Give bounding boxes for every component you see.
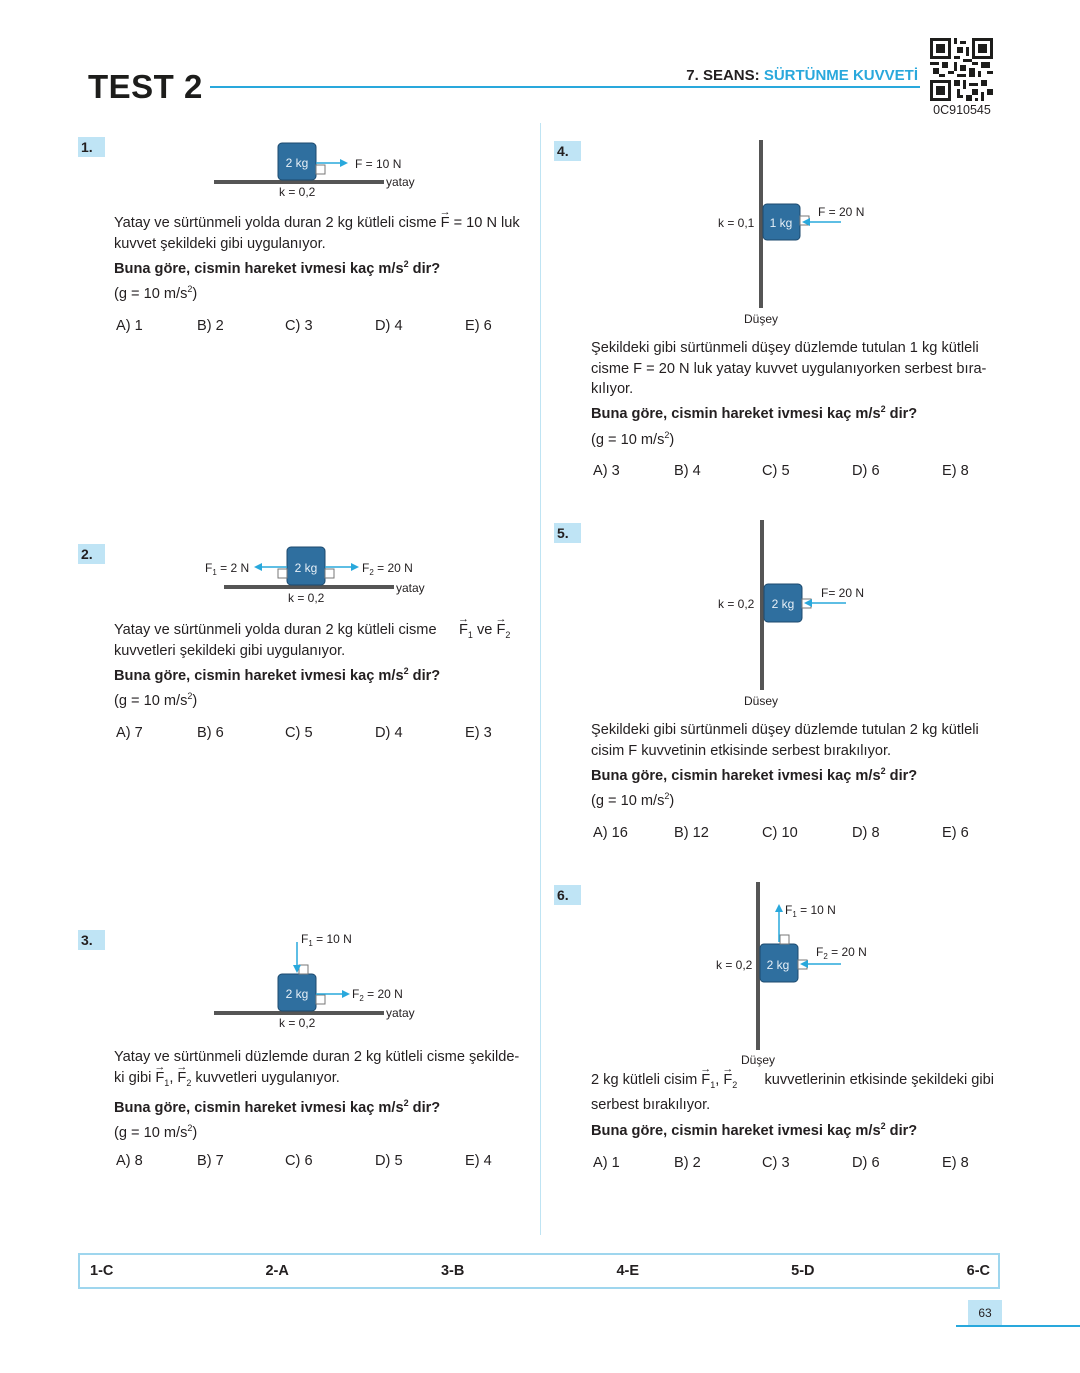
option-e[interactable]: E) 6 (465, 318, 492, 334)
option-a[interactable]: A) 1 (116, 318, 143, 334)
question-text: Şekildeki gibi sürtünmeli düşey düzlemde tutulan 1 kg kütleli cisme F = 20 N luk yatay kuvvet uygulanıyorken serbest bıra- kılıyor. Buna göre, cismin hareket ivmesi kaç $m/s^2$ dir? (g = 10 $m/s^2$) (591, 340, 987, 448)
answer-options (593, 463, 969, 479)
question-text: Yatay ve sürtünmeli yolda duran 2 kg kütleli cisme → $F_1$ ve → $F_2$ kuvvetleri şekildeki gibi uygulanıyor. Buna göre, cismin hareket ivmesi kaç $m/s^2$ dir? (g = 10 $m/s^2$) (114, 620, 524, 712)
figure-vertical-wall (710, 138, 890, 330)
option-a[interactable]: A) 3 (593, 463, 620, 479)
question-text: Yatay ve sürtünmeli düzlemde duran 2 kg kütleli cisme şekilde- ki gibi → $F_1$, → $F_2$ kuvvetleri uygulanıyor. Buna göre, cismin hareket ivmesi kaç $m/s^2$ dir? (g = 10 $m/s^2$) (114, 1047, 524, 1144)
session-topic: SÜRTÜNME KUVVETİ (763, 67, 918, 84)
friction-coefficient: k = 0,1 (718, 216, 755, 230)
force-label: F= 20 N (821, 586, 865, 600)
force-1-label: $F_1 = 10$ N (785, 903, 836, 919)
answer-key-item: 6-C (966, 1263, 990, 1279)
block-mass: 2 kg (766, 958, 790, 972)
answer-options (116, 318, 492, 334)
friction-coefficient: k = 0,2 (279, 1016, 316, 1030)
answer-options (593, 1155, 969, 1171)
question-number: 1. (78, 137, 105, 157)
option-e[interactable]: E) 8 (942, 1155, 969, 1171)
force-label: F = 10 N (355, 157, 402, 171)
friction-coefficient: k = 0,2 (716, 958, 753, 972)
option-b[interactable]: B) 12 (674, 825, 709, 841)
option-c[interactable]: C) 3 (285, 318, 313, 334)
option-c[interactable]: C) 10 (762, 825, 798, 841)
option-d[interactable]: D) 6 (852, 1155, 880, 1171)
option-e[interactable]: E) 3 (465, 725, 492, 741)
question-text: Yatay ve sürtünmeli yolda duran 2 kg kütleli cisme → F = 10 N luk kuvvet şekildeki gibi uygulanıyor. Buna göre, cismin hareket ivmesi kaç $m/s^2$ dir? (g = 10 $m/s^2$) (114, 213, 524, 305)
block-mass: 2 kg (285, 987, 309, 1001)
option-d[interactable]: D) 6 (852, 463, 880, 479)
option-a[interactable]: A) 8 (116, 1153, 143, 1169)
block-mass: 2 kg (294, 561, 318, 575)
option-d[interactable]: D) 4 (375, 725, 403, 741)
friction-coefficient: k = 0,2 (288, 591, 325, 605)
answer-key (78, 1253, 1000, 1289)
force-1-label: $F_1 = 2$ N (205, 561, 250, 577)
surface-label: Düşey (744, 312, 779, 326)
friction-coefficient: k = 0,2 (718, 597, 755, 611)
option-d[interactable]: D) 5 (375, 1153, 403, 1169)
figure-vertical-wall (710, 518, 890, 712)
option-e[interactable]: E) 4 (465, 1153, 492, 1169)
question-text: Şekildeki gibi sürtünmeli düşey düzlemde tutulan 2 kg kütleli cisim F kuvvetinin etkisinde serbest bırakılıyor. Buna göre, cismin hareket ivmesi kaç $m/s^2$ dir? (g = 10 $m/s^2$) (591, 722, 979, 810)
option-b[interactable]: B) 7 (197, 1153, 224, 1169)
option-b[interactable]: B) 2 (674, 1155, 701, 1171)
option-a[interactable]: A) 16 (593, 825, 628, 841)
answer-key-item: 4-E (616, 1263, 640, 1279)
surface-label: Düsey (744, 694, 779, 708)
option-d[interactable]: D) 4 (375, 318, 403, 334)
header-rule (210, 86, 920, 88)
session-label: 7. SEANS: (686, 67, 760, 84)
force-2-label: $F_2 = 20$ N (362, 561, 413, 577)
answer-key-item: 1-C (90, 1263, 114, 1279)
answer-key-item: 5-D (791, 1263, 815, 1279)
test-title: TEST 2 (88, 68, 203, 105)
option-d[interactable]: D) 8 (852, 825, 880, 841)
qr-code-text: 0C910545 (933, 103, 991, 117)
answer-key-item: 2-A (265, 1263, 289, 1279)
option-b[interactable]: B) 6 (197, 725, 224, 741)
surface-label: yatay (386, 1006, 415, 1020)
friction-coefficient: k = 0,2 (279, 185, 316, 199)
answer-options (116, 725, 492, 741)
figure-vertical-wall (710, 880, 890, 1072)
option-c[interactable]: C) 3 (762, 1155, 790, 1171)
qr-code-icon[interactable] (930, 38, 993, 101)
option-e[interactable]: E) 6 (942, 825, 969, 841)
option-b[interactable]: B) 2 (197, 318, 224, 334)
session-title (686, 67, 918, 84)
question-number: 4. (554, 141, 581, 161)
block-mass: 1 kg (769, 216, 793, 230)
force-2-label: $F_2 = 20$ N (816, 945, 867, 961)
question-number: 2. (78, 544, 105, 564)
option-c[interactable]: C) 5 (285, 725, 313, 741)
footer-rule (956, 1325, 1080, 1327)
figure-horizontal-surface (210, 928, 440, 1034)
question-number: 6. (554, 885, 581, 905)
surface-label: yatay (396, 581, 425, 595)
answer-options (593, 825, 969, 841)
block-mass: 2 kg (771, 597, 795, 611)
option-c[interactable]: C) 6 (285, 1153, 313, 1169)
question-text: 2 kg kütleli cisim → $F_1$, → $F_2$ kuvvetlerinin etkisinde şekildeki gibi serbest bırakılıyor. Buna göre, cismin hareket ivmesi kaç $m/s^2$ dir? (591, 1070, 994, 1141)
force-2-label: $F_2 = 20$ N (352, 987, 403, 1003)
option-a[interactable]: A) 7 (116, 725, 143, 741)
force-label: F = 20 N (818, 205, 865, 219)
option-a[interactable]: A) 1 (593, 1155, 620, 1171)
answer-options (116, 1153, 492, 1169)
question-number: 3. (78, 930, 105, 950)
question-number: 5. (554, 523, 581, 543)
option-c[interactable]: C) 5 (762, 463, 790, 479)
column-divider (540, 123, 541, 1235)
option-b[interactable]: B) 4 (674, 463, 701, 479)
surface-label: yatay (386, 175, 415, 189)
force-1-label: $F_1 = 10$ N (301, 932, 352, 948)
surface-label: Düşey (741, 1053, 776, 1067)
page-number: 63 (968, 1300, 1002, 1326)
block-mass: 2 kg (285, 156, 309, 170)
answer-key-item: 3-B (440, 1263, 465, 1279)
option-e[interactable]: E) 8 (942, 463, 969, 479)
figure-horizontal-surface (210, 140, 440, 202)
figure-horizontal-surface (200, 544, 440, 608)
